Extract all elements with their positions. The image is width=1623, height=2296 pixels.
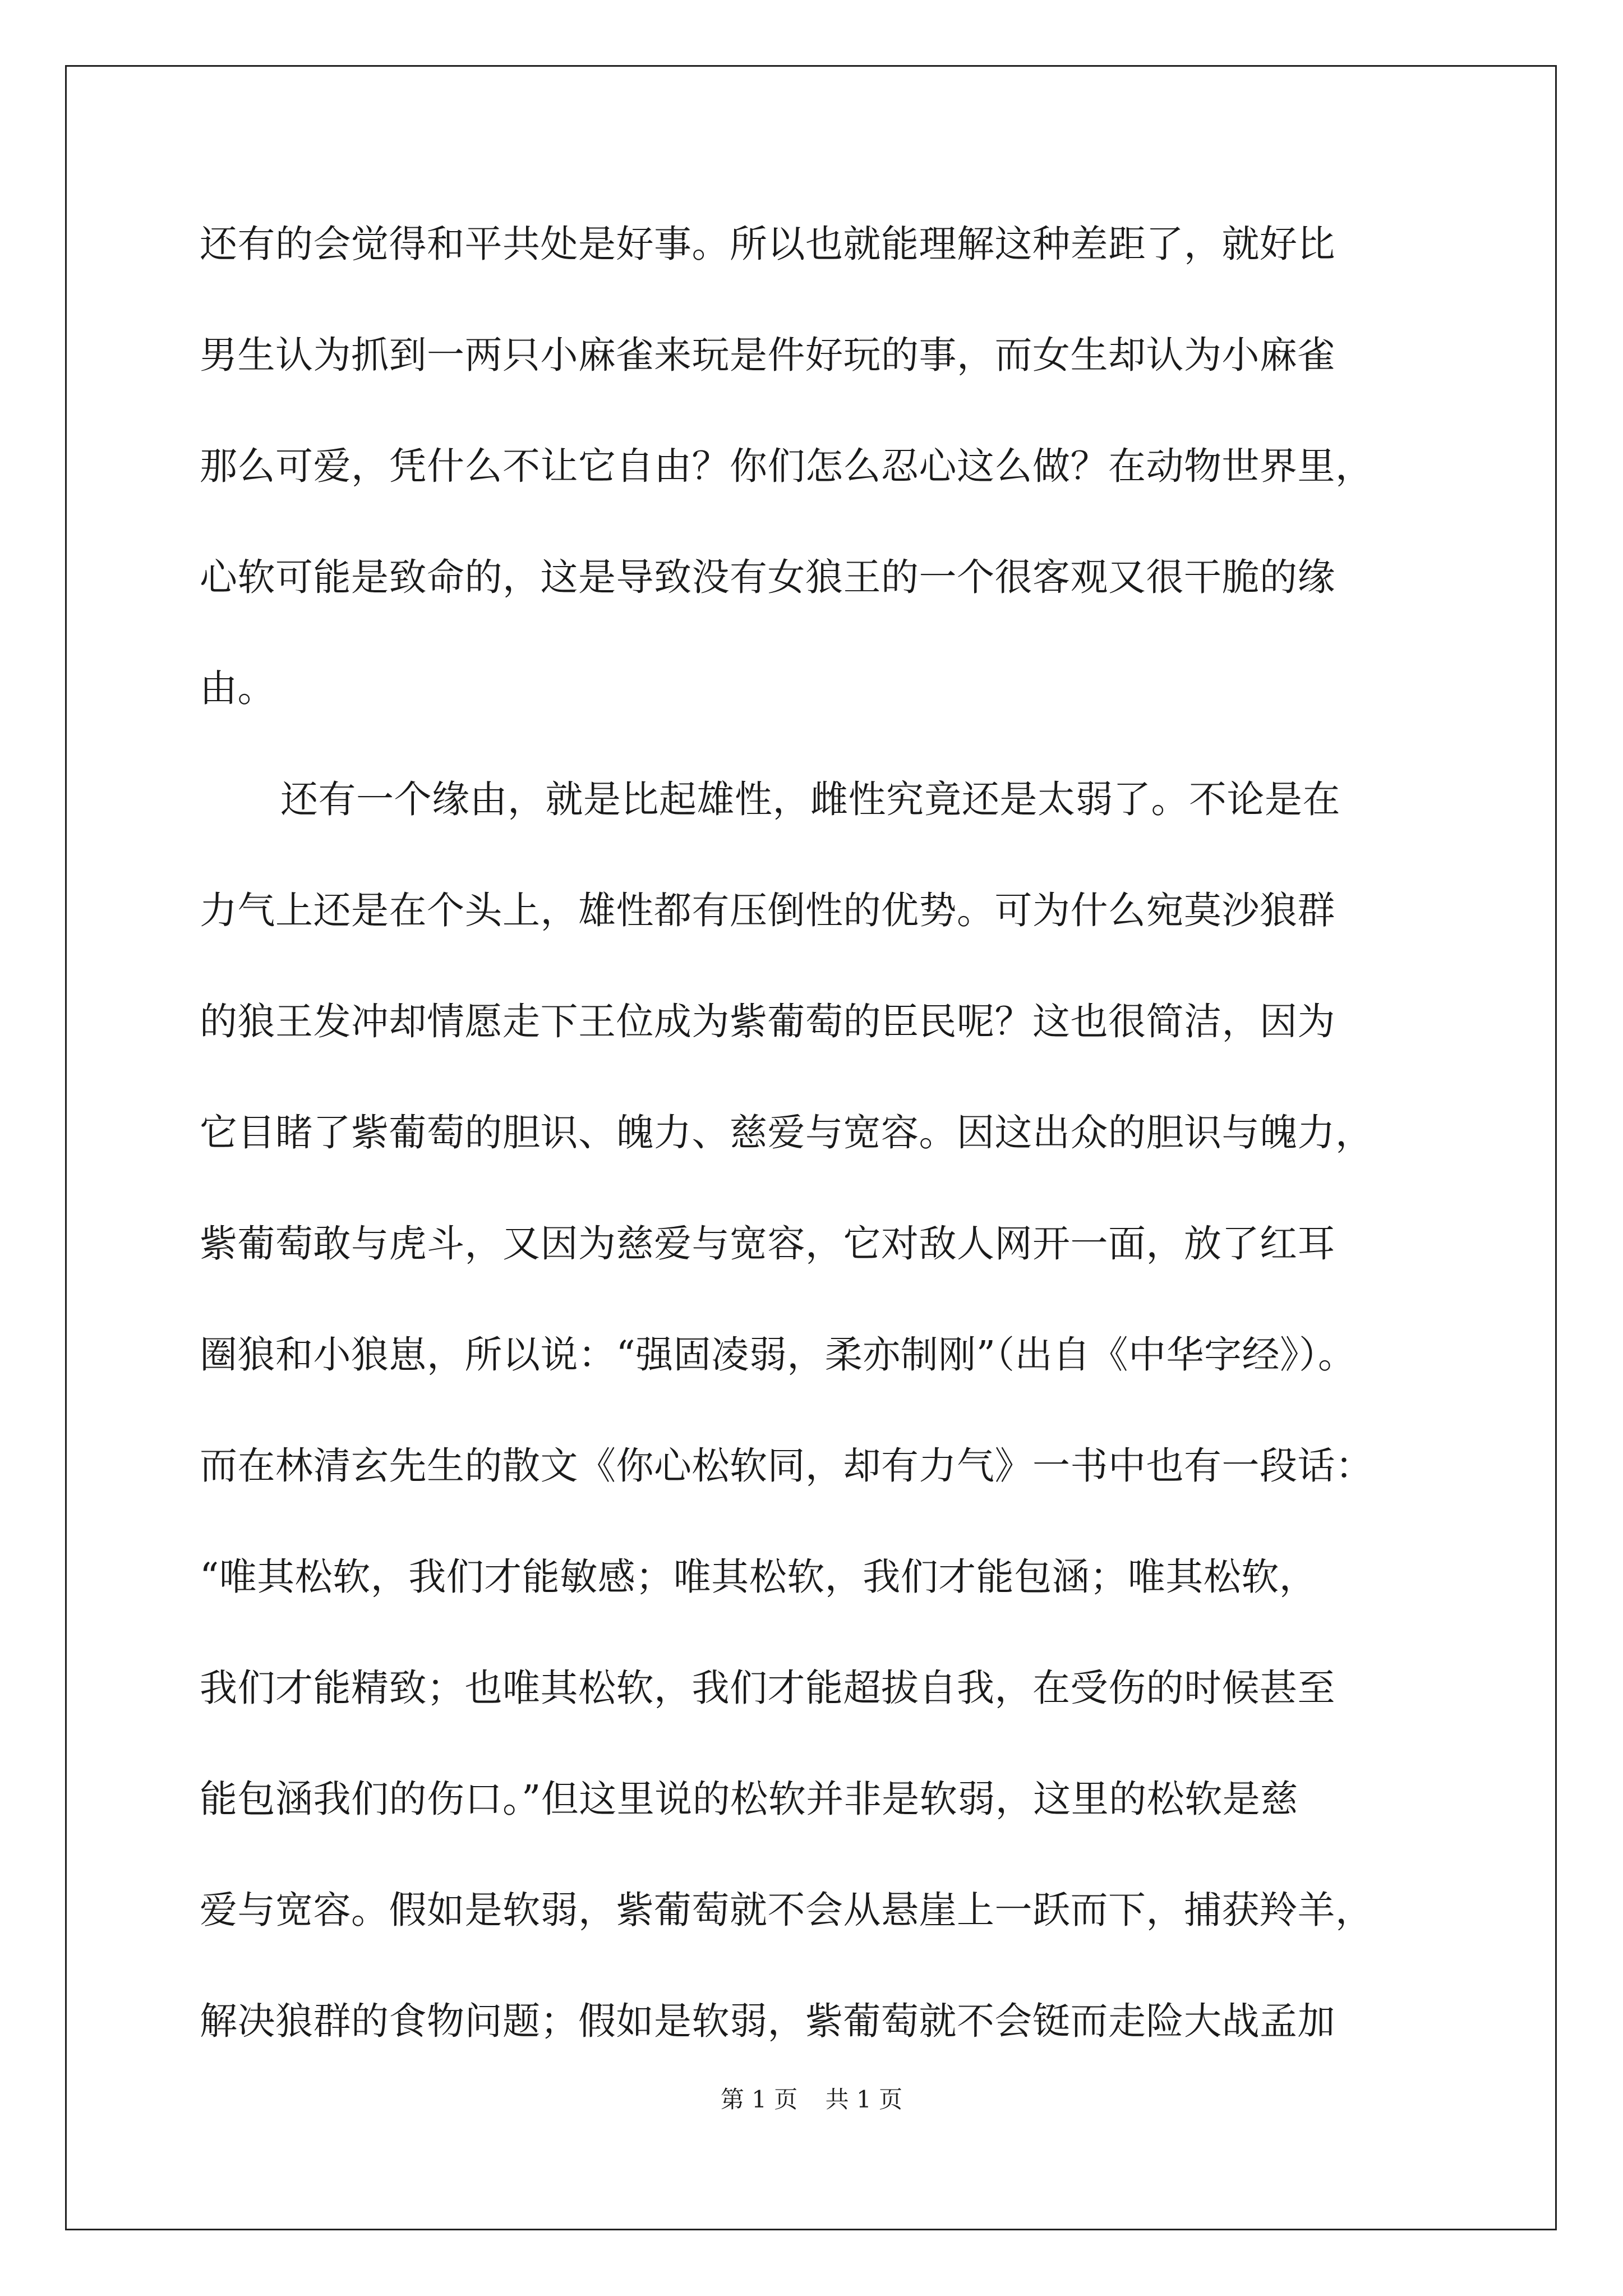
- text-line: 的狼王发冲却情愿走下王位成为紫葡萄的臣民呢？这也很简洁，因为: [200, 1000, 1335, 1043]
- text-line: 我们才能精致；也唯其松软，我们才能超拔自我，在受伤的时候甚至: [200, 1666, 1335, 1710]
- text-line: 而在林清玄先生的散文《你心松软同，却有力气》一书中也有一段话：: [200, 1444, 1373, 1488]
- paragraph-start-line: 还有一个缘由，就是比起雄性，雌性究竟还是太弱了。不论是在: [280, 777, 1340, 821]
- text-line: “唯其松软，我们才能敏感；唯其松软，我们才能包涵；唯其松软，: [200, 1555, 1317, 1599]
- text-line: 还有的会觉得和平共处是好事。所以也就能理解这种差距了，就好比: [200, 222, 1335, 266]
- text-line: 力气上还是在个头上，雄性都有压倒性的优势。可为什么宛莫沙狼群: [200, 889, 1335, 932]
- text-line: 圈狼和小狼崽，所以说：“强固凌弱，柔亦制刚”（出自《中华字经》）。: [200, 1333, 1356, 1377]
- page-number: 第 1 页: [720, 2086, 798, 2113]
- text-line: 它目睹了紫葡萄的胆识、魄力、慈爱与宽容。因这出众的胆识与魄力，: [200, 1111, 1373, 1154]
- text-line: 解决狼群的食物问题；假如是软弱，紫葡萄就不会铤而走险大战孟加: [200, 1999, 1335, 2043]
- text-line: 紫葡萄敢与虎斗，又因为慈爱与宽容，它对敌人网开一面，放了红耳: [200, 1222, 1335, 1266]
- page-total: 共 1 页: [825, 2086, 903, 2113]
- text-line: 爱与宽容。假如是软弱，紫葡萄就不会从悬崖上一跃而下，捕获羚羊，: [200, 1888, 1373, 1932]
- document-body: [200, 213, 1461, 2101]
- text-line: 心软可能是致命的，这是导致没有女狼王的一个很客观又很干脆的缘: [200, 555, 1335, 599]
- text-line: 能包涵我们的伤口。”但这里说的松软并非是软弱，这里的松软是慈: [200, 1777, 1298, 1821]
- text-line: 由。: [200, 666, 275, 710]
- page-footer: [0, 2081, 1623, 2115]
- text-line: 男生认为抓到一两只小麻雀来玩是件好玩的事，而女生却认为小麻雀: [200, 333, 1335, 377]
- text-line: 那么可爱，凭什么不让它自由？你们怎么忍心这么做？在动物世界里，: [200, 444, 1373, 488]
